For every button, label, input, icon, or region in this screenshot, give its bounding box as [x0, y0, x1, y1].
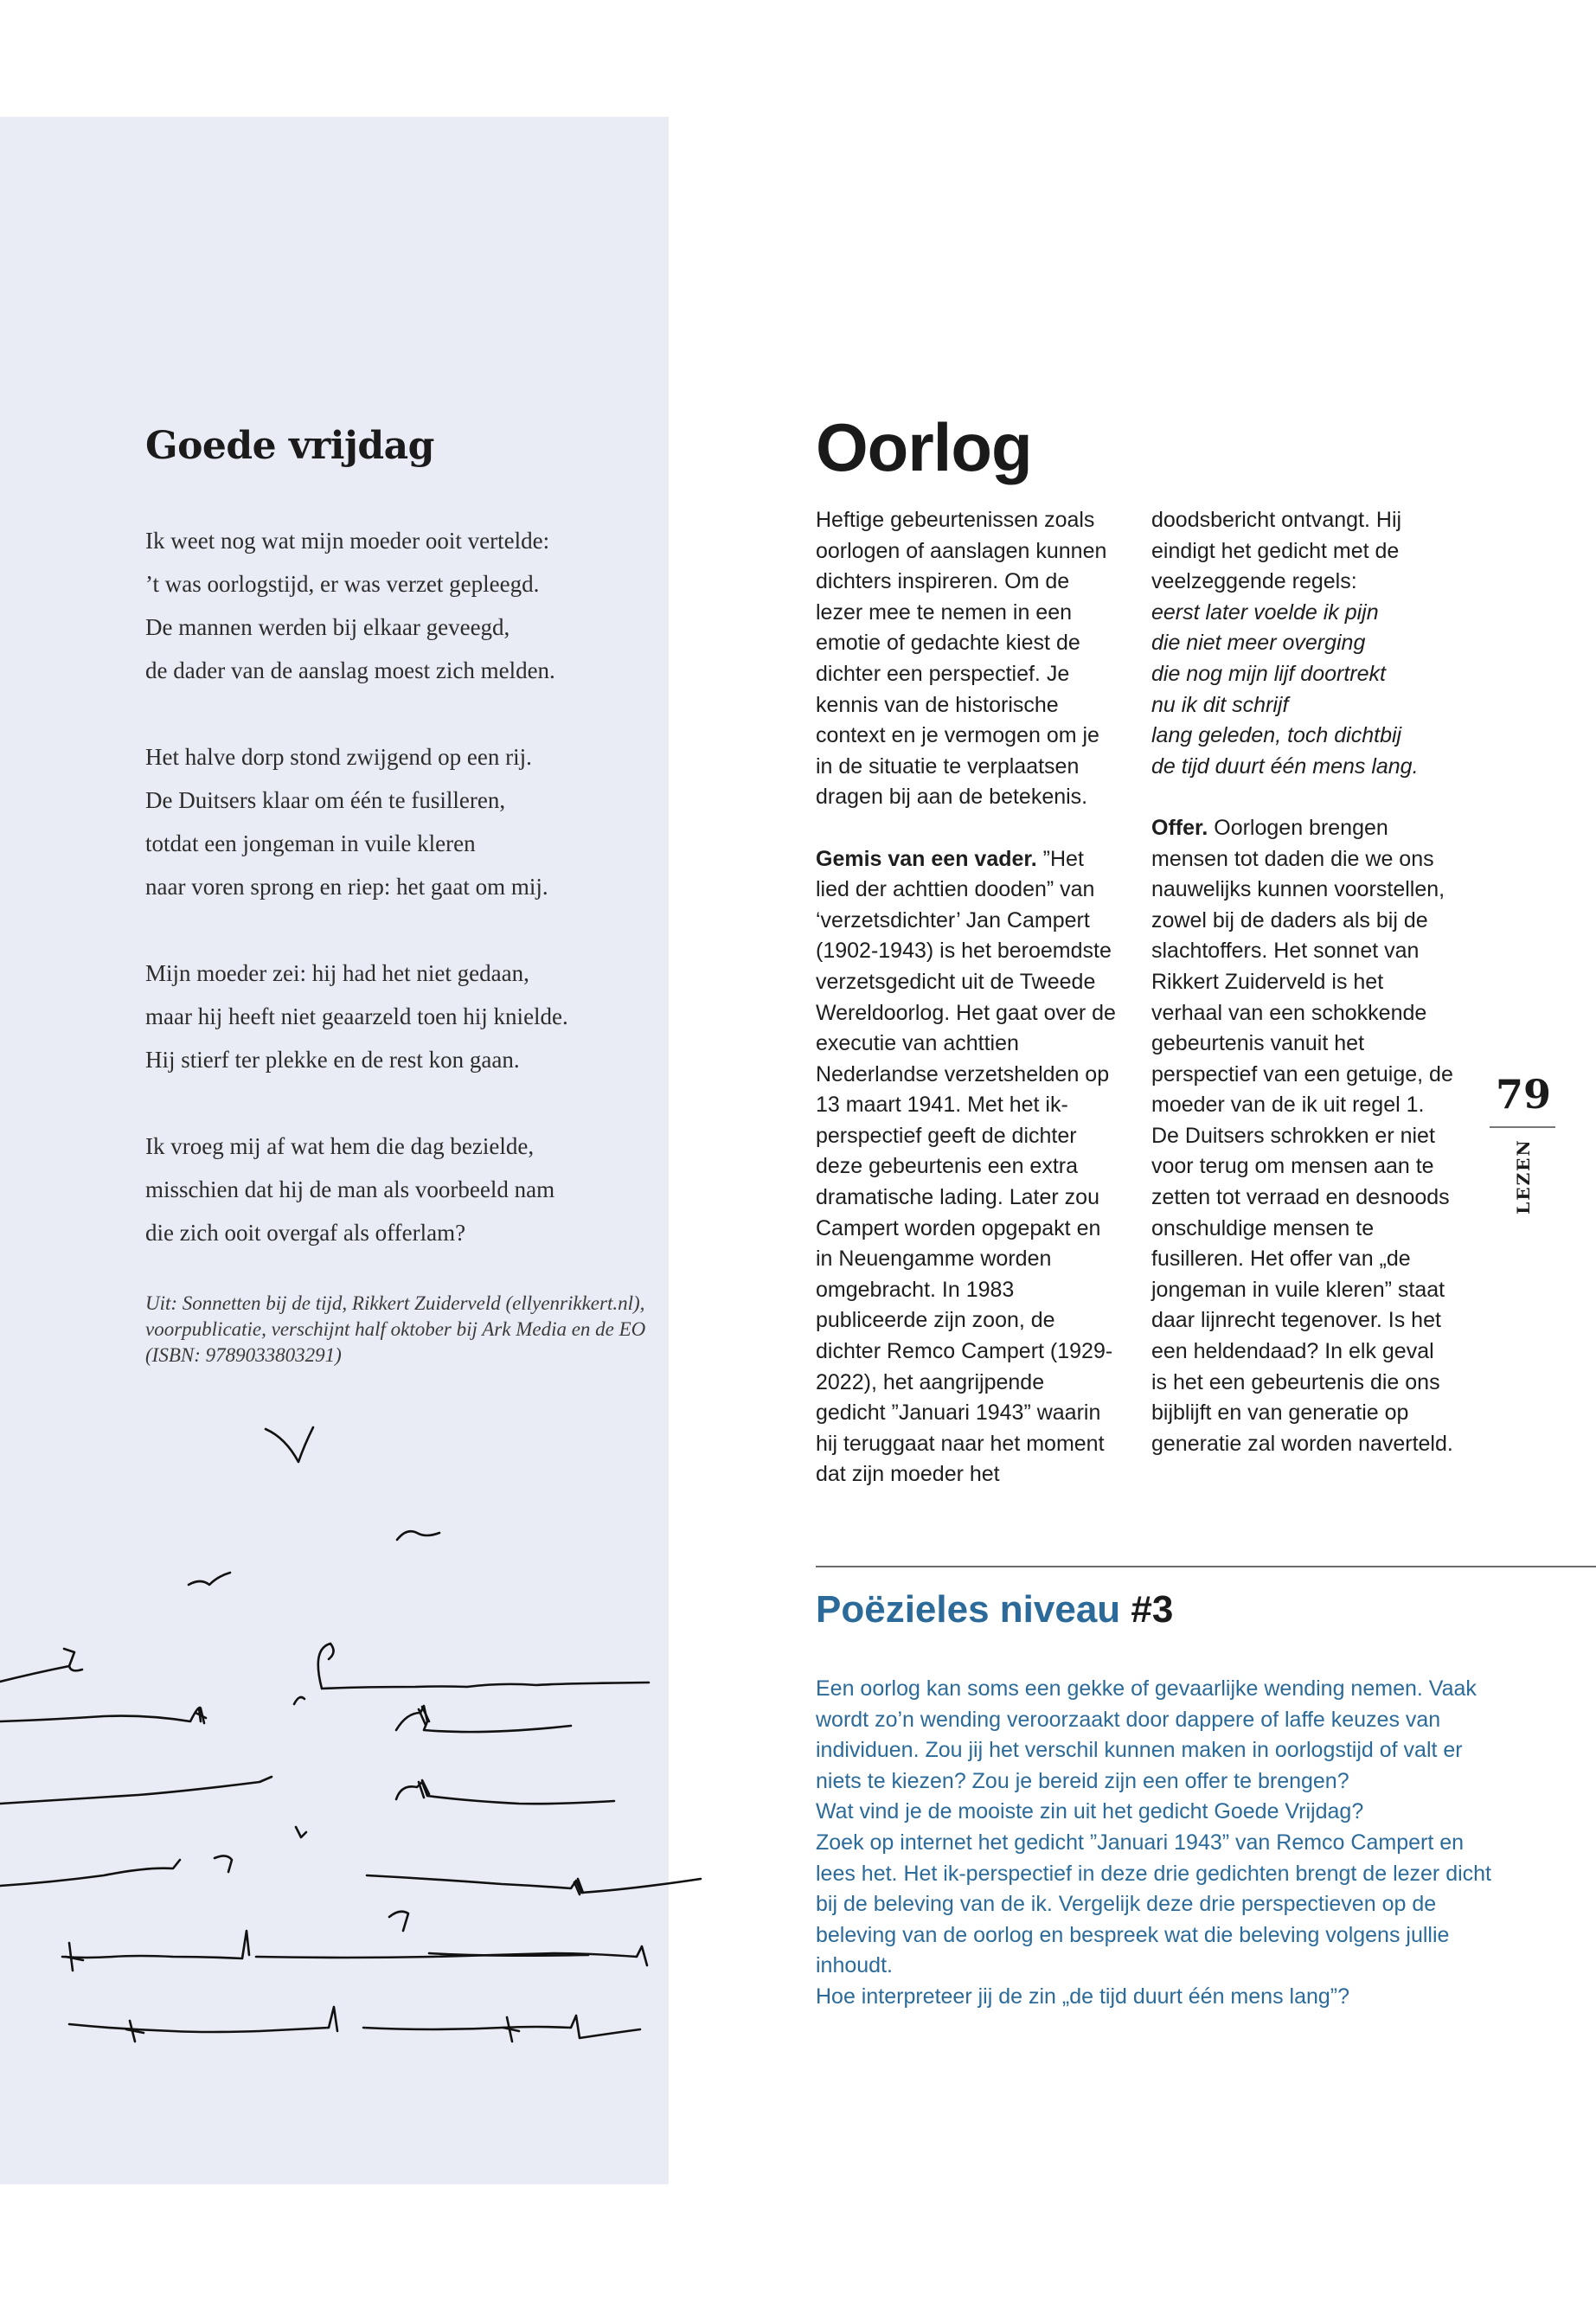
- divider: [816, 1566, 1596, 1567]
- quote-line: lang geleden, toch dichtbij: [1151, 723, 1402, 748]
- verse-line: Het halve dorp stond zwijgend op een rij.: [145, 744, 532, 770]
- article-section: [1151, 813, 1454, 1459]
- verse-line: Ik weet nog wat mijn moeder ooit vertelde:: [145, 528, 550, 554]
- article-title: Oorlog: [816, 409, 1032, 485]
- poem-stanza: [145, 952, 664, 1081]
- poem-title: Goede vrijdag: [145, 424, 434, 468]
- section-label: LEZEN: [1513, 1138, 1534, 1215]
- verse-line: misschien dat hij de man als voorbeeld nam: [145, 1176, 555, 1202]
- lesson-paragraph: Een oorlog kan soms een gekke of gevaarlijke wending nemen. Vaak wordt zo’n wending veroorzaakt door dappere of laffe keuzes van individuen. Zou jij het verschil kunnen maken in oorlogstijd of valt er niets te kiezen? Zou je bereid zijn een offer te brengen?: [816, 1676, 1477, 1793]
- lesson-paragraph: Hoe interpreteer jij de zin „de tijd duurt één mens lang”?: [816, 1984, 1350, 2009]
- page-number: 79: [1495, 1071, 1551, 1118]
- lesson-title: Poëzieles niveau #3: [816, 1588, 1174, 1631]
- section-text: Oorlogen brengen mensen tot daden die we ons nauwelijks kunnen voorstellen, zowel bij de daders als bij de slachtoffers. Het sonnet van Rikkert Zuiderveld is het verhaal van een schokkende gebeurtenis vanuit het perspectief van een getuige, de moeder van de ik uit regel 1. De Duitsers schrokken er niet voor terug om mensen aan te zetten tot verraad en desnoods onschuldige mensen te fusilleren. Het offer van „de jongeman in vuile kleren” staat daar lijnrecht tegenover. Is het een heldendaad? In elk geval is het een gebeurtenis die ons bijblijft en van generatie op generatie zal worden naverteld.: [1151, 815, 1453, 1456]
- section-heading: Offer.: [1151, 815, 1208, 840]
- section-text: ”Het lied der achttien dooden” van ‘verzetsdichter’ Jan Campert (1902-1943) is het beroemdste verzetsgedicht uit de Tweede Wereldoorlog. Het gaat over de executie van achttien Nederlandse verzetshelden op 13 maart 1941. Met het ik-perspectief geeft de dichter deze gebeurtenis een extra dramatische lading. Later zou Campert worden opgepakt en in Neuengamme worden omgebracht. In 1983 publiceerde zijn zoon, de dichter Remco Campert (1929-2022), het aangrijpende gedicht ”Januari 1943” waarin hij teruggaat naar het moment dat zijn moeder het doodsbericht ontvangt. Hij eindigt het gedicht met de veelzeggende regels:: [816, 508, 1402, 1487]
- quote-line: de tijd duurt één mens lang.: [1151, 753, 1419, 779]
- verse-line: ’t was oorlogstijd, er was verzet gepleegd.: [145, 571, 540, 597]
- poem-source: Uit: Sonnetten bij de tijd, Rikkert Zuiderveld (ellyenrikkert.nl), voorpublicatie, verschijnt half oktober bij Ark Media en de EO (ISBN: 9789033803291): [145, 1292, 646, 1366]
- quote-line: eerst later voelde ik pijn: [1151, 599, 1379, 625]
- quote-line: die nog mijn lijf doortrekt: [1151, 661, 1386, 686]
- lesson-paragraph: Wat vind je de mooiste zin uit het gedicht Goede Vrijdag?: [816, 1799, 1364, 1824]
- verse-line: die zich ooit overgaf als offerlam?: [145, 1220, 466, 1246]
- verse-line: totdat een jongeman in vuile kleren: [145, 830, 476, 856]
- quote: [1151, 598, 1454, 783]
- poem: [145, 519, 664, 1298]
- lesson-number: #3: [1131, 1588, 1174, 1631]
- lesson-text: [816, 1674, 1508, 2013]
- article-flow: [816, 505, 1454, 1491]
- verse-line: Ik vroeg mij af wat hem die dag bezielde,: [145, 1133, 535, 1159]
- section-heading: Gemis van een vader.: [816, 846, 1037, 871]
- verse-line: naar voren sprong en riep: het gaat om mij.: [145, 874, 548, 900]
- article-intro: Heftige gebeurtenissen zoals oorlogen of aanslagen kunnen dichters inspireren. Om de lezer mee te nemen in een emotie of gedachte kiest de dichter een perspectief. Je kennis van de historische context en je vermogen om je in de situatie te verplaatsen dragen bij aan de betekenis.: [816, 508, 1107, 810]
- verse-line: Mijn moeder zei: hij had het niet gedaan,: [145, 960, 529, 986]
- page-number-rule: [1490, 1126, 1555, 1128]
- lesson-paragraph: Zoek op internet het gedicht ”Januari 1943” van Remco Campert en lees het. Het ik-perspectief in deze drie gedichten brengt de lezer dicht bij de beleving van de ik. Vergelijk deze drie perspectieven op de beleving van de oorlog en bespreek wat die beleving volgens jullie inhoudt.: [816, 1830, 1492, 1978]
- verse-line: De Duitsers klaar om één te fusilleren,: [145, 787, 506, 813]
- verse-line: maar hij heeft niet geaarzeld toen hij knielde.: [145, 1003, 568, 1029]
- verse-line: De mannen werden bij elkaar geveegd,: [145, 614, 510, 640]
- poem-stanza: [145, 1125, 664, 1254]
- quote-line: nu ik dit schrijf: [1151, 692, 1289, 717]
- poem-stanza: [145, 735, 664, 908]
- birds-and-barbed-wire-icon: [0, 1419, 709, 2076]
- verse-line: de dader van de aanslag moest zich melden.: [145, 657, 555, 683]
- quote-line: die niet meer overging: [1151, 631, 1366, 656]
- verse-line: Hij stierf ter plekke en de rest kon gaan.: [145, 1047, 520, 1073]
- poem-stanza: [145, 519, 664, 692]
